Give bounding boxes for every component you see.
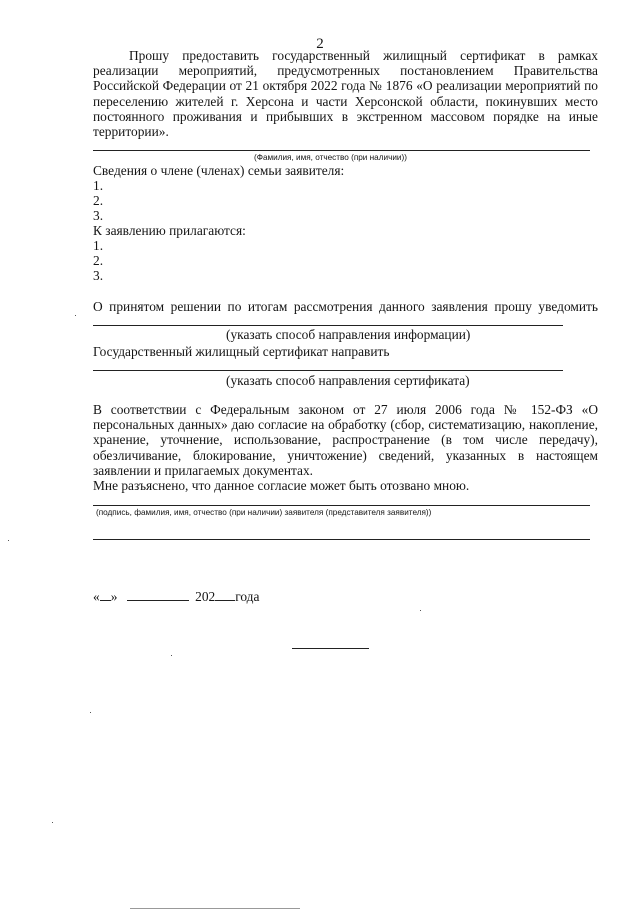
scan-speck <box>75 315 76 316</box>
scan-edge-mark <box>130 908 300 909</box>
date-line <box>93 589 259 605</box>
date-quote-close: » <box>110 589 118 604</box>
second-signature-line <box>93 539 590 540</box>
scan-speck <box>171 655 172 656</box>
family-heading: Сведения о члене (членах) семьи заявителя: <box>93 163 345 178</box>
request-paragraph: Прошу предоставить государственный жилищный сертификат в рамках реализации мероприятий, предусмотренных постановлением Правительства Российской Федерации от 21 октября 2022 года № 1876 «О реализации мероприятий по переселению жителей г. Херсона и части Херсонской области, покинувших место постоянного проживания и прибывших в экстренном массовом порядке на иные территории». <box>93 48 598 140</box>
info-method-line <box>93 325 563 326</box>
certificate-method-line <box>93 370 563 371</box>
family-item: 3. <box>93 208 104 223</box>
date-month-blank <box>127 589 189 601</box>
scan-speck <box>52 822 53 823</box>
closing-rule <box>292 648 369 649</box>
date-year-blank <box>215 589 235 601</box>
date-year-suffix: года <box>235 589 260 604</box>
date-quote-open: « <box>93 589 100 604</box>
signature-caption: (подпись, фамилия, имя, отчество (при наличии) заявителя (представителя заявителя)) <box>96 508 432 517</box>
revocation-text: Мне разъяснено, что данное согласие может быть отозвано мною. <box>93 478 470 493</box>
applicant-name-line <box>93 150 590 151</box>
page-number: 2 <box>316 36 324 52</box>
scan-speck <box>8 540 9 541</box>
notify-text: О принятом решении по итогам рассмотрения данного заявления прошу уведомить <box>93 299 598 314</box>
date-year-prefix: 202 <box>195 589 216 604</box>
scan-speck <box>420 610 421 611</box>
attachments-heading: К заявлению прилагаются: <box>93 223 246 238</box>
scan-speck <box>90 712 91 713</box>
certificate-method-caption: (указать способ направления сертификата) <box>226 373 470 388</box>
date-day-blank <box>100 589 111 601</box>
info-method-caption: (указать способ направления информации) <box>226 327 471 342</box>
signature-line <box>93 505 590 506</box>
family-item: 1. <box>93 178 104 193</box>
applicant-name-caption: (Фамилия, имя, отчество (при наличии)) <box>254 153 407 162</box>
attachment-item: 3. <box>93 268 104 283</box>
consent-paragraph: В соответствии с Федеральным законом от 27 июля 2006 года № 152-ФЗ «О персональных данных» даю согласие на обработку (сбор, систематизацию, накопление, хранение, уточнение, использование, распространение (в том числе передачу), обезличивание, блокирование, уничтожение) сведений, указанных в настоящем заявлении и прилагаемых документах. <box>93 402 598 478</box>
attachment-item: 1. <box>93 238 104 253</box>
certificate-send-text: Государственный жилищный сертификат направить <box>93 344 390 359</box>
attachment-item: 2. <box>93 253 104 268</box>
family-item: 2. <box>93 193 104 208</box>
